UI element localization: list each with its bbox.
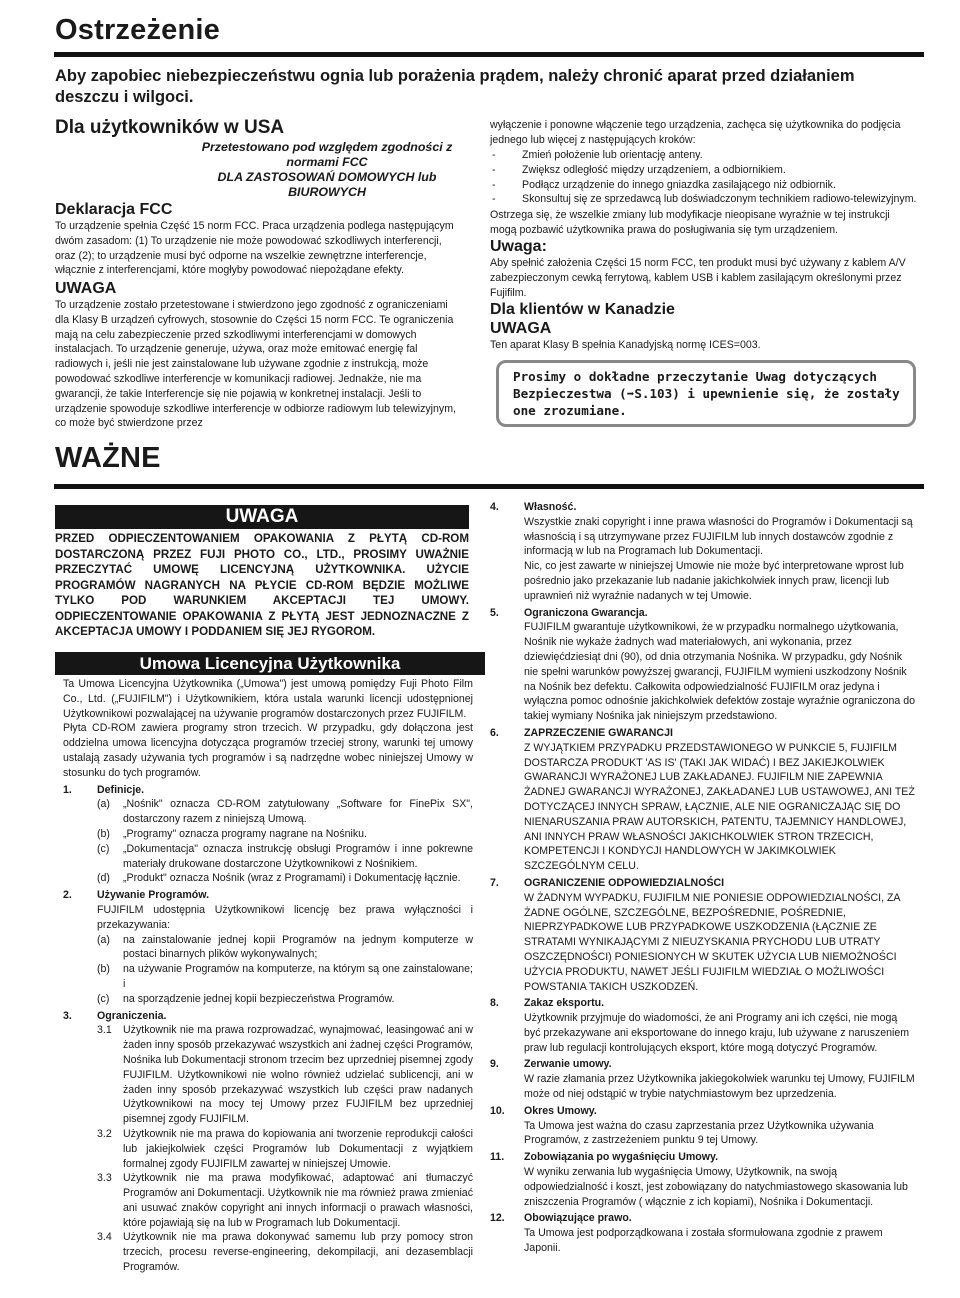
section-title: OGRANICZENIE ODPOWIEDZIALNOŚCI bbox=[524, 876, 725, 889]
list-item bbox=[97, 1230, 473, 1274]
license-section bbox=[490, 1057, 915, 1101]
section-text: FUJIFILM udostępnia Użytkownikowi licencję bez prawa wyłączności i przekazywania: bbox=[97, 903, 473, 931]
item-key: (a) bbox=[97, 933, 110, 946]
item-text: „Programy" oznacza programy nagrane na Nośniku. bbox=[123, 827, 368, 840]
list-item bbox=[97, 933, 473, 963]
section-title: Własność. bbox=[524, 501, 577, 513]
item-text: „Produkt" oznacza Nośnik (wraz z Programami) i Dokumentację łącznie. bbox=[123, 872, 461, 885]
list-item bbox=[97, 797, 473, 827]
uwaga-note-text: Aby spełnić założenia Części 15 norm FCC, ten produkt musi być używany z kablem A/V zabezpieczonym cewką ferrytową, kablem USB i kablem zasilającym określonymi przez Fujifilm. bbox=[490, 257, 906, 299]
section-title: Używanie Programów. bbox=[97, 889, 210, 902]
list-item: - Skonsultuj się ze sprzedawcą lub doświadczonym technikiem radiowo-telewizyjnym. bbox=[490, 192, 920, 207]
section-title: Ograniczona Gwarancja. bbox=[524, 606, 648, 619]
license-section bbox=[490, 726, 915, 874]
license-section bbox=[490, 500, 915, 604]
tested-line: Przetestowano pod względem zgodności z bbox=[201, 140, 453, 154]
safety-lead: Aby zapobiec niebezpieczeństwu ognia lub porażenia prądem, należy chronić aparat przed działaniem deszczu i wilgoci. bbox=[55, 67, 855, 106]
page-title: Ostrzeżenie bbox=[55, 14, 220, 46]
item-key: 3.3 bbox=[97, 1172, 112, 1185]
item-key: (c) bbox=[97, 842, 110, 855]
section-title: Definicje. bbox=[97, 783, 145, 796]
section-number: 11. bbox=[490, 1151, 505, 1164]
tested-line: normami FCC bbox=[286, 155, 368, 169]
canada-heading: Dla klientów w Kanadzie bbox=[490, 301, 675, 318]
item-key: (d) bbox=[97, 872, 110, 885]
list-item bbox=[97, 842, 473, 872]
list-item: - Zwiększ odległość między urządzeniem, a odbiornikiem. bbox=[490, 163, 920, 178]
notice-line: one zrozumiane. bbox=[513, 403, 627, 418]
list-item bbox=[97, 1171, 473, 1230]
section-title: Ograniczenia. bbox=[97, 1009, 167, 1022]
item-key: (c) bbox=[97, 992, 110, 1005]
section-text: FUJIFILM gwarantuje użytkownikowi, że w przypadku normalnego użytkowania, Nośnik nie wykaże żadnych wad materiałowych, ani wykonania, przez dziewięćdziesiąt dni (90), od dnia otrzymania Nośnika. W przypadku, gdy Nośnik nie spełni warunków powyższej gwarancji, FUJIFILM wymieni uszkodzony Nośnik na Nośnik bez defektu. Całkowita odpowiedzialność FUJIFILM oraz jedyna i wyłączna pomoc odnośnie jakichkolwiek defektów zostaje wyraźnie ograniczona do takiej wymiany Nośnika jak niniejszym przedstawiono. bbox=[524, 621, 916, 723]
item-key: (a) bbox=[97, 798, 110, 811]
item-text: „Dokumentacja" oznacza instrukcję obsługi Programów i inne pokrewne materiały drukowane dostarczone Użytkownikowi z Nośnikiem. bbox=[123, 842, 473, 870]
license-section bbox=[490, 1211, 915, 1255]
section-text: Użytkownik przyjmuje do wiadomości, że ani Programy ani ich części, nie mogą być przekazywane ani eksportowane do innego kraju, lub używane z naruszeniem praw lub regulacji kontrolujących eksport, które mogą dotyczyć Programów. bbox=[524, 1012, 910, 1054]
section-title: ZAPRZECZENIE GWARANCJI bbox=[524, 726, 673, 739]
list-item bbox=[97, 992, 473, 1007]
license-section bbox=[490, 606, 915, 724]
section-use bbox=[63, 888, 473, 1006]
section-title: Okres Umowy. bbox=[524, 1104, 597, 1117]
notice-line: Prosimy o dokładne przeczytanie Uwag dotyczących bbox=[513, 369, 877, 384]
license-section bbox=[490, 996, 915, 1055]
list-item: - Podłącz urządzenie do innego gniazdka zasilającego niż odbiornik. bbox=[490, 178, 920, 193]
section-restrictions bbox=[63, 1009, 473, 1275]
section-number: 6. bbox=[490, 726, 499, 739]
title-rule bbox=[54, 52, 924, 57]
section-text: Z WYJĄTKIEM PRZYPADKU PRZEDSTAWIONEGO W PUNKCIE 5, FUJIFILM DOSTARCZA PRODUKT 'AS IS' (TAKI JAK WIDAĆ) I BEZ JAKIEJKOLWIEK GWARANCJI WYRAŻONEJ LUB ZAKŁADANEJ. FUJIFILM NIE ZAPEWNIA ŻADNEJ GWARANCJI WYRAŻONEJ, ZAKŁADANEJ LUB USTAWOWEJ, ANI TEŻ DOTYCZĄCEJ INNYCH SPRAW, ŁĄCZNIE, ALE NIE OGRANICZAJĄC SIĘ DO NIENARUSZANIA PRAW AUTORSKICH, PATENTU, TAJEMNICY HANDLOWEJ, ANI INNYCH PRAW WŁASNOŚCI JAKICHKOLWIEK STRON TRZECICH, KOMPETENCJI I KONDYCJI HANDLOWYCH W JAKIMKOLWIEK SZCZEGÓLNYM CELU. bbox=[524, 741, 915, 873]
license-sections bbox=[490, 500, 915, 1256]
section-definitions bbox=[63, 783, 473, 887]
fcc-tested-note bbox=[182, 140, 472, 200]
notice-text bbox=[513, 368, 905, 419]
section-number: 2. bbox=[63, 889, 72, 902]
cdrom-warning-text: PRZED ODPIECZENTOWANIEM OPAKOWANIA Z PŁYTĄ CD-ROM DOSTARCZONĄ PRZEZ FUJI PHOTO CO., LTD., PROSIMY UWAŻNIE PRZECZYTAĆ UMOWĘ LICENCYJNĄ UŻYTKOWNIKA. UŻYCIE PROGRAMÓW NAGRANYCH NA PŁYCIE CD-ROM BĘDZIE MOŻLIWE TYLKO POD WARUNKIEM AKCEPTACJI TEJ UMOWY. ODPIECZENTOWANIE OPAKOWANIA Z PŁYTĄ JEST JEDNOZNACZNE Z AKCEPTACJA UMOWY I PODDANIEM SIĘ JEJ RYGOROM. bbox=[55, 532, 469, 638]
fcc-continuation-text: wyłączenie i ponowne włączenie tego urządzenia, zachęca się użytkownika do podjęcia jednego lub więcej z następujących kroków: bbox=[490, 119, 901, 146]
list-item bbox=[97, 827, 473, 842]
item-text: Użytkownik nie ma prawa do kopiowania ani tworzenie reprodukcji całości lub jakiejkolwiek części Programów lub Dokumentacji z wyjątkiem formalnej zgody FUJIFILM zawartej w niniejszej Umowie. bbox=[123, 1127, 473, 1170]
item-key: (b) bbox=[97, 827, 110, 840]
section-number: 7. bbox=[490, 876, 499, 889]
section-text: Ta Umowa jest ważna do czasu zaprzestania przez Użytkownika używania Programów, z zastrzeżeniem punktu 9 tej Umowy. bbox=[524, 1119, 874, 1147]
section-title: Obowiązujące prawo. bbox=[524, 1212, 632, 1225]
license-body-left bbox=[63, 677, 473, 1275]
usa-heading: Dla użytkowników w USA bbox=[55, 117, 285, 138]
license-intro: Ta Umowa Licencyjna Użytkownika („Umowa") jest umową pomiędzy Fuji Photo Film Co., Ltd. („FUJIFILM") i Użytkownikiem, która ustala warunki licencji udostępnionej Użytkownikowi pozwalającej na używanie programów dostarczonych przez FUJIFILM. bbox=[63, 678, 473, 720]
usa-uwaga-heading: UWAGA bbox=[55, 280, 117, 297]
item-key: (b) bbox=[97, 963, 110, 976]
important-title: WAŻNE bbox=[55, 442, 161, 474]
section-number: 9. bbox=[490, 1058, 499, 1071]
section-text: W wyniku zerwania lub wygaśnięcia Umowy, Użytkownik, na swoją odpowiedzialność i koszt, jest zobowiązany do natychmiastowego skasowania lub zniszczenia Programów ( włącznie z ich kopiami), Nośnika i Dokumentacji. bbox=[524, 1166, 908, 1208]
list-item bbox=[97, 1127, 473, 1171]
tested-line: DLA ZASTOSOWAŃ DOMOWYCH lub bbox=[217, 170, 437, 184]
list-item: - Zmień położenie lub orientację anteny. bbox=[490, 148, 920, 163]
item-text: na sporządzenie jednej kopii bezpieczeństwa Programów. bbox=[123, 992, 395, 1005]
license-section bbox=[490, 1150, 915, 1209]
section-number: 5. bbox=[490, 606, 499, 619]
notice-line: Bezpieczestwa (➡S.103) i upewnienie się, że zostały bbox=[513, 386, 900, 401]
section-text: Ta Umowa jest podporządkowana i została sformułowana zgodnie z prawem Japonii. bbox=[524, 1227, 883, 1255]
item-text: Użytkownik nie ma prawa modyfikować, adaptować ani tłumaczyć Programów ani Dokumentacji. Użytkownik nie ma również prawa zmieniać ani usuwać znaków copyright ani innych informacji o prawach własności, które pojawiają się na lub w Programach lub Dokumentacji. bbox=[123, 1172, 473, 1229]
license-section bbox=[490, 876, 915, 994]
section-text: W razie złamania przez Użytkownika jakiegokolwiek warunku tej Umowy, FUJIFILM może od niej odstąpić w trybie natychmiastowym bez uprzedzenia. bbox=[524, 1073, 915, 1101]
section-title: Zerwanie umowy. bbox=[524, 1058, 612, 1071]
item-text: „Nośnik" oznacza CD-ROM zatytułowany „Software for FinePix SX", dostarczony razem z niniejszą Umową. bbox=[123, 798, 473, 826]
item-text: na używanie Programów na komputerze, na którym są one zainstalowane; i bbox=[123, 963, 473, 990]
fcc-declaration-heading: Deklaracja FCC bbox=[55, 201, 173, 218]
license-section bbox=[490, 1104, 915, 1148]
canada-text: Ten aparat Klasy B spełnia Kanadyjską normę ICES=003. bbox=[490, 339, 761, 351]
license-body-right bbox=[490, 500, 915, 1258]
section-title: Zobowiązania po wygaśnięciu Umowy. bbox=[524, 1151, 719, 1164]
uwaga-note-heading: Uwaga: bbox=[490, 238, 547, 255]
canada-uwaga-heading: UWAGA bbox=[490, 320, 552, 337]
list-item bbox=[97, 1023, 473, 1127]
tested-line: BIUROWYCH bbox=[288, 185, 366, 199]
section-text: Wszystkie znaki copyright i inne prawa własności do Programów i Dokumentacji są własnością i są utrzymywane przez FUJIFILM lub innych dostawców zgodnie z informacją w lub na Programach lub Dokumentacji. Nic, co jest zawarte w niniejszej Umowie nie może być interpretowane wprost lub pośrednio jako przekazanie lub nadanie jakichkolwiek innych praw, licencji lub uprawnień niż wyraźnie nadanych w tej Umowie. bbox=[524, 515, 913, 602]
section-number: 8. bbox=[490, 997, 499, 1010]
section-number: 10. bbox=[490, 1104, 505, 1117]
section-text: W ŻADNYM WYPADKU, FUJIFILM NIE PONIESIE ODPOWIEDZIALNOŚCI, ZA ŻADNE OGÓLNE, SZCZEGÓLNE, BEZPOŚREDNIE, POŚREDNIE, NIEPRZYPADKOWE LUB PRZYPADKOWE USZKODZENIA (ŁĄCZNIE ZE STRATAMI WYNIKAJĄCYMI Z NIEUZYSKANIA PRYCHODU LUB UTRATY OSZCZĘDNOŚCI) PONIESIONYCH W SKUTEK UŻYCIA LUB NIEMOŻNOŚCI UŻYCIA PRODUKTU, NAWET JEŚLI FUJIFILM WIEDZIAŁ O MOŻLIWOŚCI POWSTANIA TAKICH USZKODZEŃ. bbox=[524, 891, 900, 993]
modification-warning: Ostrzega się, że wszelkie zmiany lub modyfikacje nieopisane wyraźnie w tej instrukcji mogą pozbawić użytkownika prawa do posługiwania się tym urządzeniem. bbox=[490, 209, 890, 236]
uwaga-banner: UWAGA bbox=[55, 505, 469, 529]
item-text: Użytkownik nie ma prawa rozprowadzać, wynajmować, leasingować ani w żaden inny sposób przekazywać wszystkich ani żadnej części Programów, Nośnika lub Dokumentacji stronom trzecim bez uprzedniej pisemnej zgody FUJIFILM. Użytkownikowi nie wolno również udzielać sublicencji, ani w żaden inny sposób przekazywać wszystkich lub części praw nadanych Użytkownikowi na mocy tej Umowy przez FUJIFILM bez uprzedniej pisemnej zgody FUJIFILM. bbox=[123, 1024, 473, 1126]
fcc-declaration-text: To urządzenie spełnia Część 15 norm FCC. Praca urządzenia podlega następującym dwóm zasadom: (1) To urządzenie nie może powodować szkodliwych interferencji, oraz (2); to urządzenie musi być odporne na wszelkie zewnętrzne interferencje, włącznie z interferencjami, które mogłyby powodować niepożądane efekty. bbox=[55, 220, 454, 277]
section-number: 1. bbox=[63, 783, 72, 796]
important-rule bbox=[54, 484, 924, 489]
list-item bbox=[97, 962, 473, 992]
safety-notice-box bbox=[496, 360, 916, 427]
section-title: Zakaz eksportu. bbox=[524, 997, 605, 1010]
item-key: 3.4 bbox=[97, 1231, 112, 1244]
section-number: 3. bbox=[63, 1009, 72, 1022]
item-text: Użytkownik nie ma prawa dokonywać samemu lub przy pomocy stron trzecich, procesu reverse-engineering, dekompilacji, ani dezasemblacji Programów. bbox=[123, 1231, 473, 1274]
item-key: 3.2 bbox=[97, 1127, 112, 1140]
list-item bbox=[97, 871, 473, 886]
item-text: na zainstalowanie jednej kopii Programów na jednym komputerze w postaci binarnych plików wykonywalnych; bbox=[123, 933, 473, 961]
item-key: 3.1 bbox=[97, 1024, 112, 1037]
interference-steps bbox=[490, 148, 920, 207]
usa-uwaga-text: To urządzenie zostało przetestowane i stwierdzono jego zgodność z ograniczeniami dla Klasy B urządzeń cyfrowych, stosownie do Części 15 norm FCC. Te ograniczenia mają na celu zabezpieczenie przed szkodliwymi interferencjami w domowych instalacjach. To urządzenie generuje, używa, oraz może emitować energię fal radiowych i, jeśli nie jest zainstalowane lub używane zgodnie z instrukcją, może powodować szkodliwe interferencje w komunikacji radiowej. Jednakże, nie ma gwarancji, że takie Interferencje się nie pojawią w konkretnej instalacji. Jeśli to urządzenie spowoduje szkodliwe interferencje w odbiorze radiowym lub telewizyjnym, co może być stwierdzone przez bbox=[55, 299, 456, 430]
license-banner: Umowa Licencyjna Użytkownika bbox=[55, 652, 485, 675]
section-number: 4. bbox=[490, 501, 499, 513]
section-number: 12. bbox=[490, 1212, 505, 1225]
license-intro: Płyta CD-ROM zawiera programy stron trzecich. W przypadku, gdy dołączona jest oddzielna umowa licencyjna dotycząca programów trzeciej strony, warunki tej umowy ustalają zasady używania tych programów i są nadrzędne wobec niniejszej Umowy w stosunku do tych programów. bbox=[63, 722, 473, 779]
